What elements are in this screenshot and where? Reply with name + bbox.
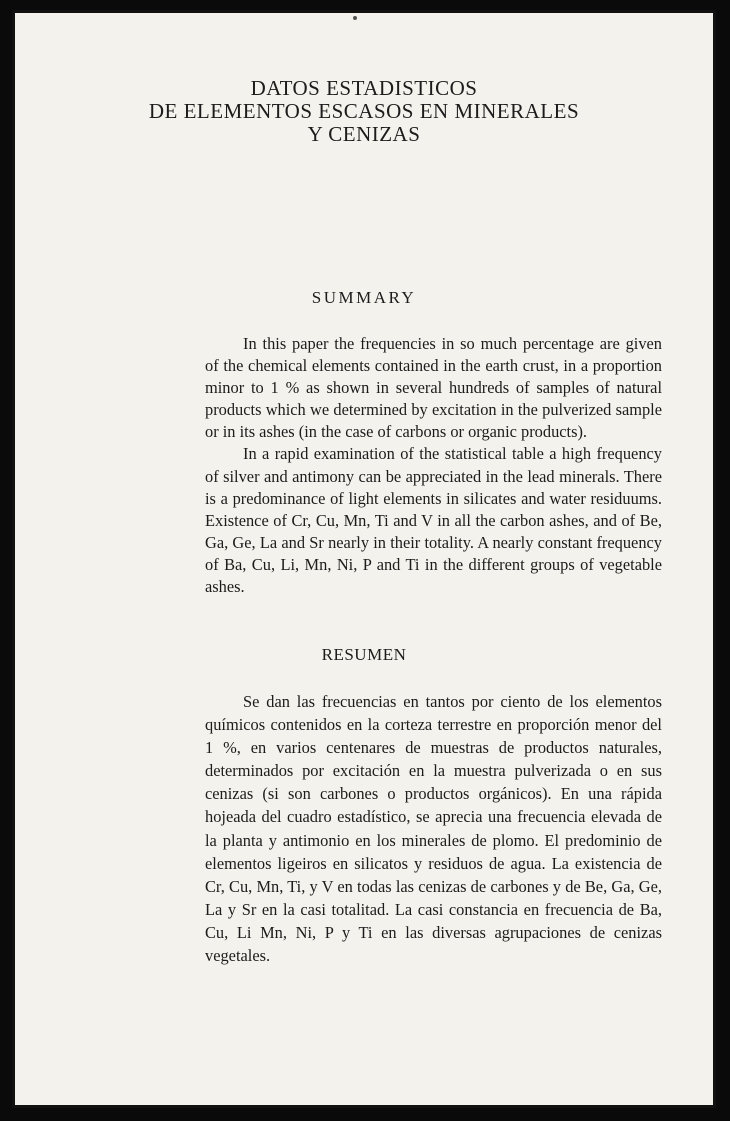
resumen-paragraph: Se dan las frecuencias en tantos por ciento de los elementos químicos contenidos en la corteza terrestre en proporción menor del 1 %, en varios centenares de muestras de productos naturales, determinados por excitación en la muestra pulverizada o en sus cenizas (si son carbones o productos orgánicos). En una rápida hojeada del cuadro estadístico, se aprecia una frecuencia elevada de la planta y antimonio en los minerales de plomo. El predominio de elementos ligeiros en silicatos y residuos de agua. La existencia de Cr, Cu, Mn, Ti, y V en todas las cenizas de carbones y de Be, Ga, Ge, La y Sr en la casi totalitad. La casi constancia en frecuencia de Ba, Cu, Li Mn, Ni, P y Ti en las diversas agrupaciones de cenizas vegetales. xyxy=(205,692,662,966)
resumen-heading: RESUMEN xyxy=(321,645,407,664)
summary-heading: SUMMARY xyxy=(311,288,417,307)
document-page xyxy=(12,10,716,1108)
summary-paragraph: In a rapid examination of the statistical table a high frequency of silver and antimony can be appreciated in the lead minerals. There is a predominance of light elements in silicates and water residuums. Existence of Cr, Cu, Mn, Ti and V in all the carbon ashes, and of Be, Ga, Ge, La and Sr nearly in their totality. A nearly constant frequency of Ba, Cu, Li, Mn, Ni, P and Ti in the different groups of vegetable ashes. xyxy=(205,444,662,597)
title-line: DATOS ESTADISTICOS xyxy=(250,76,478,100)
title-line: DE ELEMENTOS ESCASOS EN MINERALES xyxy=(148,99,580,123)
summary-body xyxy=(205,333,662,598)
resumen-body xyxy=(205,690,662,967)
document-title xyxy=(15,77,713,146)
summary-paragraph: In this paper the frequencies in so much percentage are given of the chemical elements contained in the earth crust, in a proportion minor to 1 % as shown in several hundreds of samples of natural products which we determined by excitation in the pulverized sample or in its ashes (in the case of carbons or organic products). xyxy=(205,334,662,442)
speck-mark xyxy=(353,16,357,20)
title-line: Y CENIZAS xyxy=(307,122,421,146)
